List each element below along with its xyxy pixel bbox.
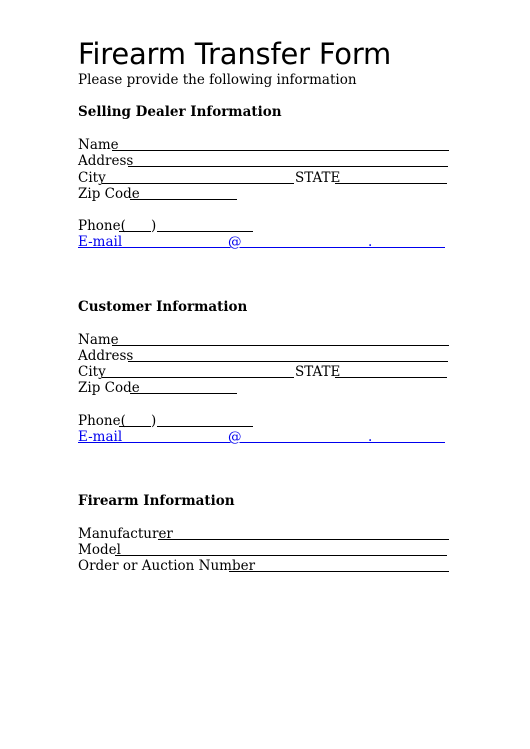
customer-name-label: Name	[78, 332, 119, 348]
dealer-address-label: Address	[78, 153, 134, 169]
page-title: Firearm Transfer Form	[78, 37, 392, 71]
dealer-phone-close: )	[151, 218, 157, 234]
dealer-email-tld-line[interactable]	[372, 247, 445, 248]
customer-phone-field[interactable]	[78, 413, 254, 429]
dealer-city-label: City	[78, 170, 106, 186]
dealer-phone-label: Phone(	[78, 218, 126, 234]
customer-state-label: STATE	[295, 364, 341, 380]
customer-phone-line[interactable]	[157, 426, 253, 427]
customer-city-state-row	[78, 364, 447, 380]
dealer-email-label: E-mail	[78, 234, 123, 250]
customer-state-line[interactable]	[335, 377, 447, 378]
dealer-state-label: STATE	[295, 170, 341, 186]
dealer-phone-area-line[interactable]	[119, 231, 151, 232]
customer-email-at: @	[228, 429, 242, 445]
order-number-field[interactable]	[78, 558, 449, 574]
customer-email-domain-line[interactable]	[240, 442, 368, 443]
customer-city-label: City	[78, 364, 106, 380]
dealer-email-dot: .	[368, 234, 373, 250]
dealer-phone-line[interactable]	[157, 231, 253, 232]
customer-zip-label: Zip Code	[78, 380, 140, 396]
dealer-state-line[interactable]	[335, 183, 447, 184]
page-subtitle: Please provide the following information	[78, 72, 357, 88]
model-field[interactable]	[78, 542, 447, 558]
dealer-name-field[interactable]	[78, 137, 449, 153]
customer-phone-area-line[interactable]	[119, 426, 151, 427]
model-line[interactable]	[115, 555, 447, 556]
dealer-city-line[interactable]	[102, 183, 294, 184]
customer-name-field[interactable]	[78, 332, 449, 348]
dealer-email-user-line[interactable]	[115, 247, 228, 248]
dealer-zip-label: Zip Code	[78, 186, 140, 202]
customer-email-label: E-mail	[78, 429, 123, 445]
customer-phone-close: )	[151, 413, 157, 429]
dealer-city-state-row	[78, 170, 447, 186]
manufacturer-field[interactable]	[78, 526, 449, 542]
manufacturer-label: Manufacturer	[78, 526, 173, 542]
firearm-section-heading: Firearm Information	[78, 493, 235, 509]
customer-email-dot: .	[368, 429, 373, 445]
customer-address-label: Address	[78, 348, 134, 364]
dealer-section-heading: Selling Dealer Information	[78, 104, 282, 120]
customer-name-line[interactable]	[112, 345, 449, 346]
dealer-email-domain-line[interactable]	[240, 247, 368, 248]
customer-email-user-line[interactable]	[115, 442, 228, 443]
customer-section-heading: Customer Information	[78, 299, 248, 315]
manufacturer-line[interactable]	[158, 539, 449, 540]
order-number-label: Order or Auction Number	[78, 558, 256, 574]
dealer-email-field[interactable]	[78, 234, 445, 250]
customer-address-line[interactable]	[128, 361, 448, 362]
customer-phone-label: Phone(	[78, 413, 126, 429]
dealer-address-line[interactable]	[128, 166, 448, 167]
customer-zip-field[interactable]	[78, 380, 238, 396]
customer-city-line[interactable]	[102, 377, 294, 378]
customer-zip-line[interactable]	[130, 393, 237, 394]
dealer-zip-field[interactable]	[78, 186, 238, 202]
dealer-name-line[interactable]	[112, 150, 449, 151]
dealer-email-at: @	[228, 234, 242, 250]
dealer-phone-field[interactable]	[78, 218, 254, 234]
model-label: Model	[78, 542, 121, 558]
dealer-zip-line[interactable]	[130, 199, 237, 200]
dealer-name-label: Name	[78, 137, 119, 153]
order-number-line[interactable]	[229, 571, 449, 572]
customer-address-field[interactable]	[78, 348, 448, 364]
customer-email-field[interactable]	[78, 429, 445, 445]
dealer-address-field[interactable]	[78, 153, 448, 169]
customer-email-tld-line[interactable]	[372, 442, 445, 443]
